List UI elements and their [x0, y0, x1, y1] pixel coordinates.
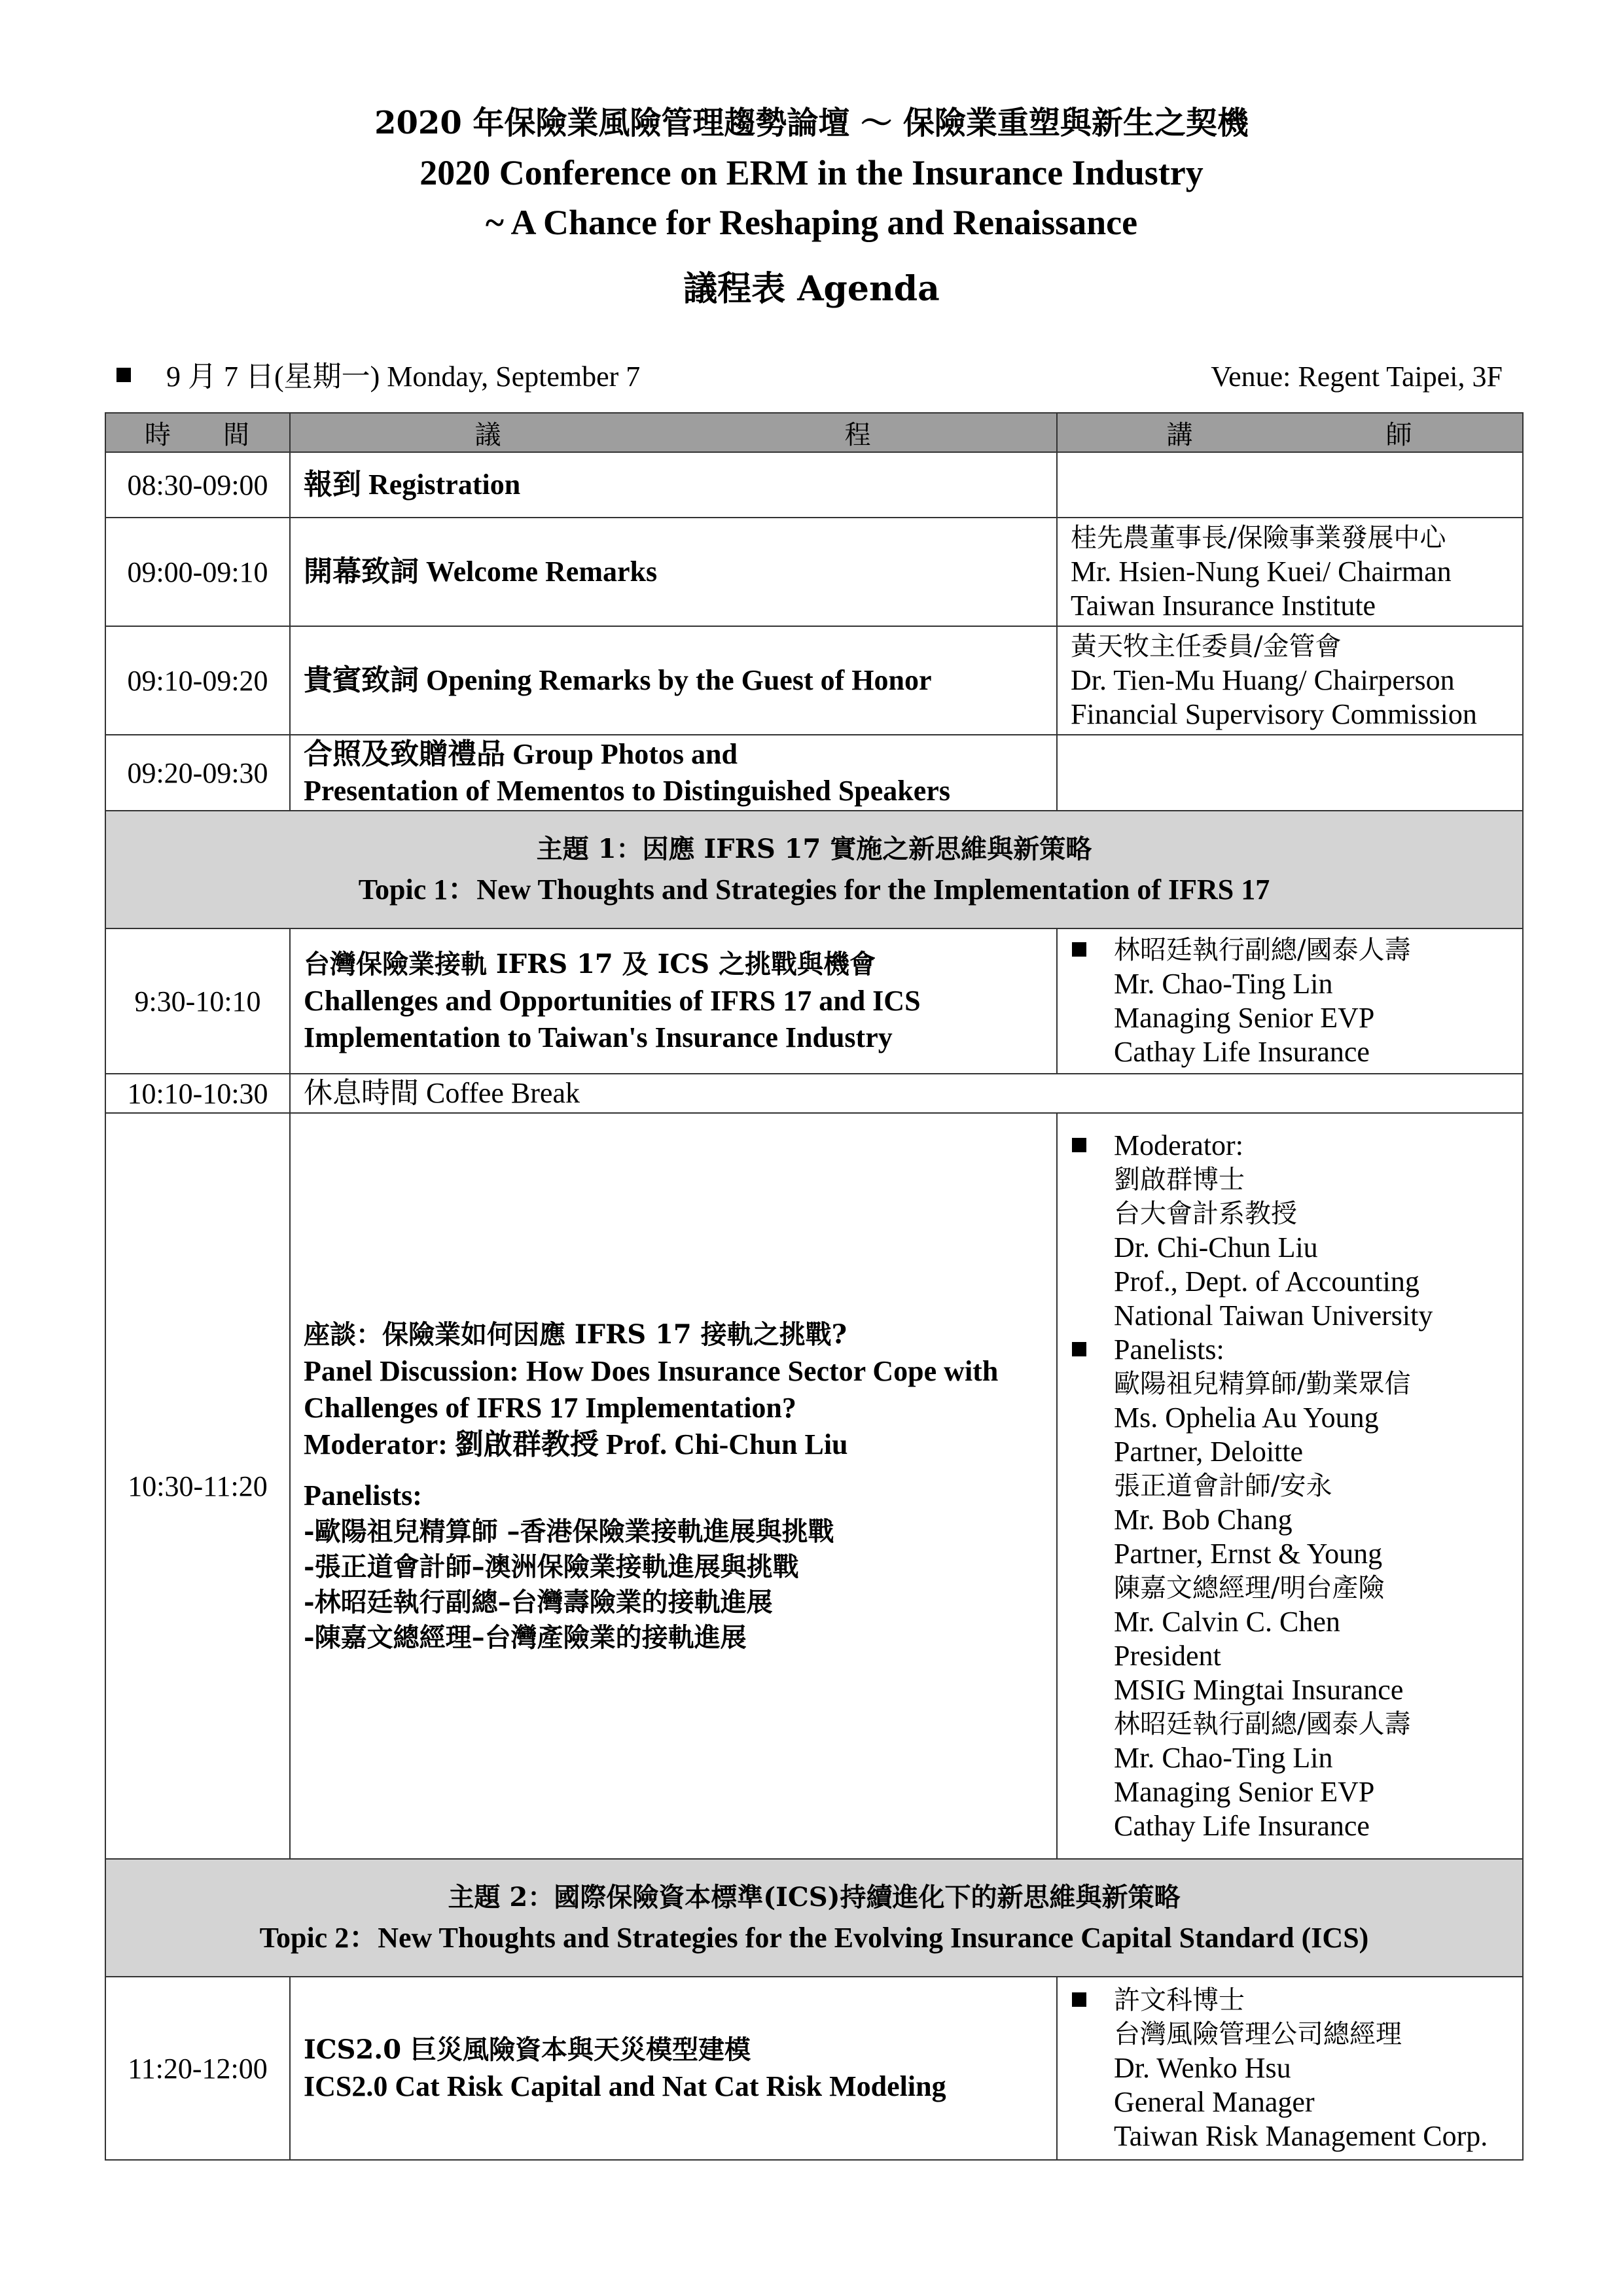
row-time: 10:30-11:20 — [105, 1113, 290, 1859]
row-time: 08:30-09:00 — [105, 452, 290, 518]
table-row — [105, 735, 1523, 811]
table-row — [105, 626, 1523, 735]
table-row — [105, 1977, 1523, 2160]
row-speaker: 黃天牧主任委員/金管會 Dr. Tien-Mu Huang/ Chairperson Financial Supervisory Commission — [1057, 626, 1523, 735]
row-program: 台灣保險業接軌 IFRS 17 及 ICS 之挑戰與機會 Challenges and Opportunities of IFRS 17 and ICS Implementation to Taiwan's Insurance Industry — [290, 928, 1057, 1074]
title-block — [0, 98, 1623, 315]
topic-1-zh: 主題 1：因應 IFRS 17 實施之新思維與新策略 — [536, 834, 1092, 864]
table-row — [105, 518, 1523, 626]
square-bullet-icon — [1072, 1342, 1086, 1356]
square-bullet-icon — [1072, 1138, 1086, 1152]
header-speaker: 講 師 — [1057, 413, 1523, 452]
row-program: 合照及致贈禮品 Group Photos and Presentation of Mementos to Distinguished Speakers — [290, 735, 1057, 811]
row-program: ICS2.0 巨災風險資本與天災模型建模 ICS2.0 Cat Risk Capital and Nat Cat Risk Modeling — [290, 1977, 1057, 2160]
table-row — [105, 452, 1523, 518]
topic-1-row — [105, 811, 1523, 928]
topic-2-en: Topic 2：New Thoughts and Strategies for the Evolving Insurance Capital Standard (ICS) — [259, 1922, 1369, 1954]
table-row — [105, 928, 1523, 1074]
title-en-line2: ~ A Chance for Reshaping and Renaissance — [485, 203, 1138, 242]
square-bullet-icon — [1072, 1992, 1086, 2007]
row-speaker: 林昭廷執行副總/國泰人壽 Mr. Chao-Ting Lin Managing Senior EVP Cathay Life Insurance — [1057, 928, 1523, 1074]
row-program: 開幕致詞 Welcome Remarks — [290, 518, 1057, 626]
row-program: 報到 Registration — [290, 452, 1057, 518]
row-time: 11:20-12:00 — [105, 1977, 290, 2160]
panel-row — [105, 1113, 1523, 1859]
row-time: 9:30-10:10 — [105, 928, 290, 1074]
topic-2-cell — [105, 1859, 1523, 1977]
header-time: 時 間 — [105, 413, 290, 452]
row-speaker: Moderator: 劉啟群博士 台大會計系教授 Dr. Chi-Chun Liu Prof., Dept. of Accounting National Taiwan University Panelists: 歐陽祖兒精算師/勤業眾信 Ms. Ophelia Au Young Partner, Deloitte 張正道會計師/安永 Mr. Bob Chang Partner, Ernst & Young 陳嘉文總經理/明台產險 Mr. Calvin C. Chen President MSIG Mingtai Insurance 林昭廷執行副總/國泰人壽 Mr. Chao-Ting Lin Managing Senior EVP Cathay Life Insurance — [1057, 1113, 1523, 1859]
row-speaker: 許文科博士 台灣風險管理公司總經理 Dr. Wenko Hsu General Manager Taiwan Risk Management Corp. — [1057, 1977, 1523, 2160]
row-program: 座談：保險業如何因應 IFRS 17 接軌之挑戰? Panel Discussion: How Does Insurance Sector Cope with Challenges of IFRS 17 Implementation? Moderator: 劉啟群教授 Prof. Chi-Chun Liu Panelists: -歐陽祖兒精算師 –香港保險業接軌進展與挑戰 -張正道會計師–澳洲保險業接軌進展與挑戰 -林昭廷執行副總–台灣壽險業的接軌進展 -陳嘉文總經理–台灣產險業的接軌進展 — [290, 1113, 1057, 1859]
row-speaker — [1057, 452, 1523, 518]
agenda-table — [105, 412, 1524, 2161]
square-bullet-icon — [1072, 942, 1086, 957]
venue-text: Venue: Regent Taipei, 3F — [1211, 361, 1503, 393]
topic-1-en: Topic 1：New Thoughts and Strategies for the Implementation of IFRS 17 — [358, 874, 1270, 906]
row-speaker: 桂先農董事長/保險事業發展中心 Mr. Hsien-Nung Kuei/ Chairman Taiwan Insurance Institute — [1057, 518, 1523, 626]
row-time: 10:10-10:30 — [105, 1074, 290, 1113]
topic-2-row — [105, 1859, 1523, 1977]
row-time: 09:00-09:10 — [105, 518, 290, 626]
break-label: 休息時間 Coffee Break — [290, 1074, 1523, 1113]
date-line — [116, 359, 1522, 395]
title-en-line1: 2020 Conference on ERM in the Insurance Industry — [419, 153, 1204, 192]
row-speaker — [1057, 735, 1523, 811]
topic-2-zh: 主題 2：國際保險資本標準(ICS)持續進化下的新思維與新策略 — [448, 1882, 1181, 1913]
break-row — [105, 1074, 1523, 1113]
square-bullet-icon — [116, 368, 131, 382]
row-time: 09:10-09:20 — [105, 626, 290, 735]
agenda-heading: 議程表 Agenda — [683, 269, 940, 309]
title-zh: 2020 年保險業風險管理趨勢論壇 ～ 保險業重塑與新生之契機 — [374, 105, 1249, 141]
date-text: 9 月 7 日(星期一) Monday, September 7 — [166, 361, 641, 393]
topic-1-cell — [105, 811, 1523, 928]
row-program: 貴賓致詞 Opening Remarks by the Guest of Honor — [290, 626, 1057, 735]
row-time: 09:20-09:30 — [105, 735, 290, 811]
header-program: 議 程 — [290, 413, 1057, 452]
table-header-row — [105, 413, 1523, 452]
